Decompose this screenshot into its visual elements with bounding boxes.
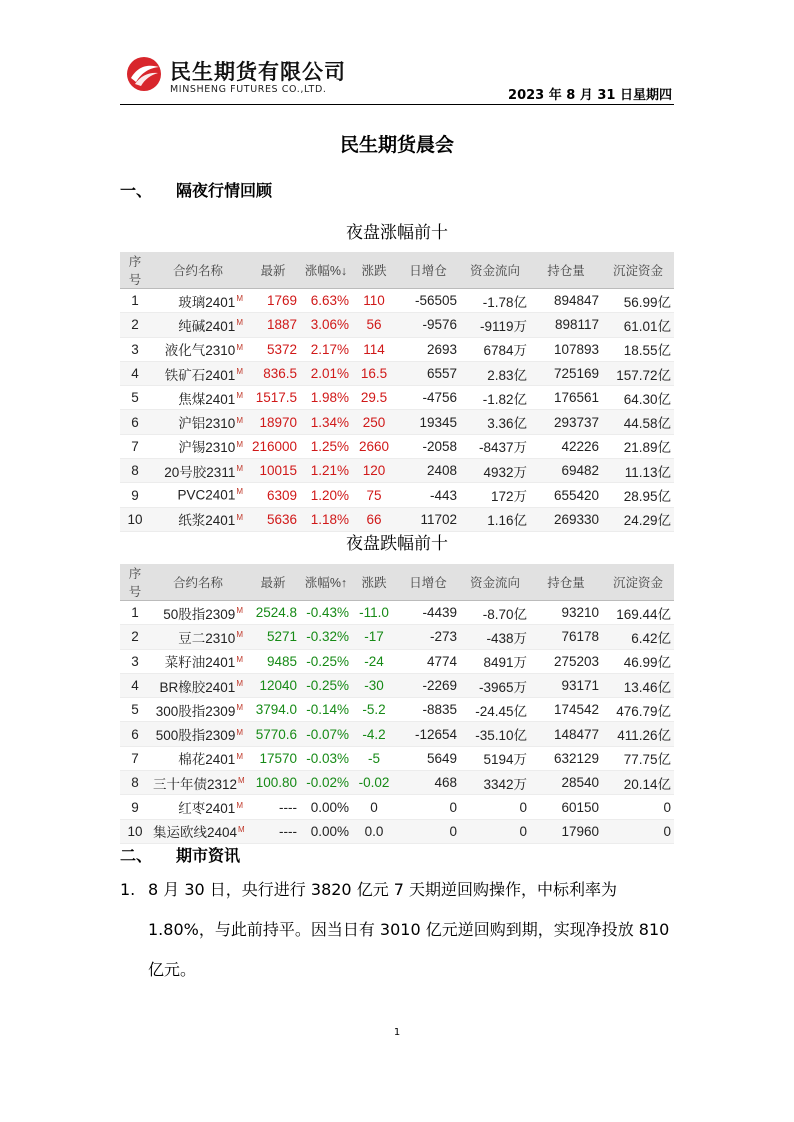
cell-contract <box>150 673 246 697</box>
table-row <box>120 795 674 819</box>
cell-money-flow: 8491万 <box>460 649 530 673</box>
section-heading-news <box>120 843 240 866</box>
main-contract-marker: M <box>236 800 243 810</box>
col-header-contract: 合约名称 <box>150 252 246 289</box>
contract-name: 棉花2401 <box>178 752 236 768</box>
cell-open-interest: 894847 <box>530 289 602 313</box>
page-title: 民生期货晨会 <box>339 134 454 156</box>
page-number: 1 <box>393 1027 401 1038</box>
cell-contract <box>150 313 246 337</box>
cell-change-pct: 1.20% <box>300 483 352 507</box>
contract-name: 纯碱2401 <box>178 318 236 334</box>
cell-rank: 2 <box>120 625 150 649</box>
cell-money-flow: -9119万 <box>460 313 530 337</box>
cell-open-interest: 655420 <box>530 483 602 507</box>
cell-rank: 3 <box>120 337 150 361</box>
cell-settled-funds: 56.99亿 <box>602 289 674 313</box>
col-header-change-pct: 涨幅%↓ <box>300 252 352 289</box>
main-contract-marker: M <box>236 439 243 449</box>
section-heading-review <box>120 178 272 201</box>
cell-open-interest: 93210 <box>530 601 602 625</box>
cell-last: 836.5 <box>246 361 300 385</box>
cell-rank: 1 <box>120 601 150 625</box>
main-contract-marker: M <box>236 630 243 640</box>
cell-open-interest: 275203 <box>530 649 602 673</box>
table-row <box>120 673 674 697</box>
cell-settled-funds: 11.13亿 <box>602 459 674 483</box>
main-contract-marker: M <box>236 487 243 497</box>
cell-oi-change: -273 <box>396 625 460 649</box>
cell-money-flow: 6784万 <box>460 337 530 361</box>
cell-change: -5 <box>352 746 396 770</box>
table-header-row <box>120 564 674 601</box>
cell-contract <box>150 386 246 410</box>
cell-change: 16.5 <box>352 361 396 385</box>
cell-last: 1887 <box>246 313 300 337</box>
cell-open-interest: 898117 <box>530 313 602 337</box>
cell-settled-funds: 20.14亿 <box>602 771 674 795</box>
col-header-settled-funds: 沉淀资金 <box>602 252 674 289</box>
cell-open-interest: 28540 <box>530 771 602 795</box>
col-header-rank: 序号 <box>120 564 150 601</box>
table-row <box>120 771 674 795</box>
contract-name: 沪铝2310 <box>178 416 236 432</box>
cell-change-pct: -0.25% <box>300 673 352 697</box>
cell-change: -17 <box>352 625 396 649</box>
cell-change-pct: 1.25% <box>300 434 352 458</box>
cell-change: 114 <box>352 337 396 361</box>
cell-rank: 3 <box>120 649 150 673</box>
cell-money-flow: 3.36亿 <box>460 410 530 434</box>
cell-contract <box>150 698 246 722</box>
contract-name: 300股指2309 <box>155 703 236 719</box>
contract-name: 500股指2309 <box>155 728 236 744</box>
cell-oi-change: -56505 <box>396 289 460 313</box>
table-row <box>120 601 674 625</box>
col-header-money-flow: 资金流向 <box>460 252 530 289</box>
cell-settled-funds: 13.46亿 <box>602 673 674 697</box>
cell-rank: 2 <box>120 313 150 337</box>
cell-oi-change: -2058 <box>396 434 460 458</box>
cell-settled-funds: 64.30亿 <box>602 386 674 410</box>
main-contract-marker: M <box>236 318 243 328</box>
col-header-last: 最新 <box>246 252 300 289</box>
cell-open-interest: 69482 <box>530 459 602 483</box>
contract-name: 20号胶2311 <box>164 464 236 480</box>
cell-rank: 6 <box>120 410 150 434</box>
table-row <box>120 625 674 649</box>
col-header-contract: 合约名称 <box>150 564 246 601</box>
contract-name: 集运欧线2404 <box>153 825 238 841</box>
main-contract-marker: M <box>236 703 243 713</box>
cell-contract <box>150 459 246 483</box>
table-row <box>120 722 674 746</box>
cell-oi-change: 2693 <box>396 337 460 361</box>
cell-oi-change: -4439 <box>396 601 460 625</box>
section-number: 二、 <box>120 846 153 865</box>
cell-open-interest: 107893 <box>530 337 602 361</box>
cell-oi-change: -8835 <box>396 698 460 722</box>
cell-change: -11.0 <box>352 601 396 625</box>
news-text: 8 月 30 日，央行进行 3820 亿元 7 天期逆回购操作，中标利率为 1.80%，与此前持平。因当日有 3010 亿元逆回购到期，实现净投放 810 亿元。 <box>148 880 670 979</box>
cell-last: 2524.8 <box>246 601 300 625</box>
main-contract-marker: M <box>236 606 243 616</box>
cell-oi-change: 4774 <box>396 649 460 673</box>
contract-name: PVC2401 <box>177 487 236 503</box>
night-gainers-table <box>120 252 674 532</box>
contract-name: 铁矿石2401 <box>164 367 236 383</box>
cell-change: 29.5 <box>352 386 396 410</box>
cell-contract <box>150 601 246 625</box>
cell-change-pct: 2.01% <box>300 361 352 385</box>
night-losers-table <box>120 564 674 844</box>
cell-change: -5.2 <box>352 698 396 722</box>
table-row <box>120 507 674 531</box>
cell-rank: 5 <box>120 698 150 722</box>
cell-settled-funds: 77.75亿 <box>602 746 674 770</box>
cell-money-flow: 0 <box>460 795 530 819</box>
cell-contract <box>150 361 246 385</box>
cell-change-pct: 6.63% <box>300 289 352 313</box>
cell-open-interest: 17960 <box>530 819 602 843</box>
cell-change-pct: -0.02% <box>300 771 352 795</box>
cell-settled-funds: 28.95亿 <box>602 483 674 507</box>
cell-last: 6309 <box>246 483 300 507</box>
cell-change-pct: 2.17% <box>300 337 352 361</box>
cell-change: -30 <box>352 673 396 697</box>
section-title: 期市资讯 <box>176 846 241 865</box>
cell-rank: 9 <box>120 795 150 819</box>
table-row <box>120 313 674 337</box>
cell-contract <box>150 410 246 434</box>
cell-money-flow: 4932万 <box>460 459 530 483</box>
gainers-caption: 夜盘涨幅前十 <box>346 223 448 243</box>
cell-last: 10015 <box>246 459 300 483</box>
cell-contract <box>150 722 246 746</box>
cell-contract <box>150 434 246 458</box>
cell-rank: 5 <box>120 386 150 410</box>
cell-change-pct: 1.18% <box>300 507 352 531</box>
contract-name: 焦煤2401 <box>178 391 236 407</box>
cell-contract <box>150 507 246 531</box>
cell-settled-funds: 24.29亿 <box>602 507 674 531</box>
cell-change-pct: 1.34% <box>300 410 352 434</box>
contract-name: BR橡胶2401 <box>159 679 236 695</box>
cell-settled-funds: 157.72亿 <box>602 361 674 385</box>
cell-open-interest: 76178 <box>530 625 602 649</box>
cell-settled-funds: 44.58亿 <box>602 410 674 434</box>
cell-oi-change: 5649 <box>396 746 460 770</box>
cell-money-flow: 172万 <box>460 483 530 507</box>
cell-oi-change: -9576 <box>396 313 460 337</box>
cell-oi-change: -2269 <box>396 673 460 697</box>
table-row <box>120 746 674 770</box>
cell-oi-change: 0 <box>396 819 460 843</box>
cell-last: 3794.0 <box>246 698 300 722</box>
cell-change: 250 <box>352 410 396 434</box>
cell-money-flow: 2.83亿 <box>460 361 530 385</box>
cell-money-flow: -24.45亿 <box>460 698 530 722</box>
cell-last: 17570 <box>246 746 300 770</box>
cell-change: 0.0 <box>352 819 396 843</box>
cell-money-flow: 0 <box>460 819 530 843</box>
cell-change: 120 <box>352 459 396 483</box>
cell-last: ---- <box>246 819 300 843</box>
contract-name: 纸浆2401 <box>178 513 236 529</box>
main-contract-marker: M <box>238 824 245 834</box>
cell-change: -0.02 <box>352 771 396 795</box>
contract-name: 液化气2310 <box>164 343 236 359</box>
cell-oi-change: -443 <box>396 483 460 507</box>
cell-open-interest: 93171 <box>530 673 602 697</box>
cell-rank: 7 <box>120 434 150 458</box>
cell-last: 1769 <box>246 289 300 313</box>
table-row <box>120 434 674 458</box>
main-contract-marker: M <box>236 342 243 352</box>
section-number: 一、 <box>120 181 153 200</box>
cell-rank: 4 <box>120 361 150 385</box>
main-contract-marker: M <box>236 367 243 377</box>
main-contract-marker: M <box>236 512 243 522</box>
cell-last: 216000 <box>246 434 300 458</box>
main-contract-marker: M <box>236 751 243 761</box>
cell-change-pct: -0.32% <box>300 625 352 649</box>
cell-rank: 7 <box>120 746 150 770</box>
cell-settled-funds: 0 <box>602 795 674 819</box>
cell-rank: 8 <box>120 771 150 795</box>
table-row <box>120 459 674 483</box>
table-row <box>120 649 674 673</box>
cell-money-flow: -35.10亿 <box>460 722 530 746</box>
cell-change: -24 <box>352 649 396 673</box>
table-row <box>120 337 674 361</box>
cell-change-pct: 1.21% <box>300 459 352 483</box>
main-contract-marker: M <box>236 679 243 689</box>
main-contract-marker: M <box>236 464 243 474</box>
cell-oi-change: -4756 <box>396 386 460 410</box>
cell-settled-funds: 476.79亿 <box>602 698 674 722</box>
cell-settled-funds: 21.89亿 <box>602 434 674 458</box>
brand-name-en: MINSHENG FUTURES CO.,LTD. <box>170 84 327 95</box>
cell-last: 18970 <box>246 410 300 434</box>
col-header-oi-change: 日增仓 <box>396 564 460 601</box>
cell-contract <box>150 483 246 507</box>
main-contract-marker: M <box>236 654 243 664</box>
cell-change-pct: -0.25% <box>300 649 352 673</box>
cell-change: 2660 <box>352 434 396 458</box>
cell-contract <box>150 746 246 770</box>
cell-money-flow: -1.82亿 <box>460 386 530 410</box>
cell-settled-funds: 0 <box>602 819 674 843</box>
cell-money-flow: 3342万 <box>460 771 530 795</box>
cell-last: 5372 <box>246 337 300 361</box>
cell-contract <box>150 289 246 313</box>
news-item <box>120 870 674 990</box>
main-contract-marker: M <box>238 776 245 786</box>
cell-rank: 10 <box>120 507 150 531</box>
cell-change-pct: 1.98% <box>300 386 352 410</box>
cell-money-flow: -8.70亿 <box>460 601 530 625</box>
cell-change-pct: -0.03% <box>300 746 352 770</box>
col-header-last: 最新 <box>246 564 300 601</box>
cell-change: -4.2 <box>352 722 396 746</box>
cell-rank: 1 <box>120 289 150 313</box>
cell-contract <box>150 819 246 843</box>
contract-name: 红枣2401 <box>178 801 236 817</box>
col-header-open-interest: 持仓量 <box>530 564 602 601</box>
cell-oi-change: 2408 <box>396 459 460 483</box>
cell-rank: 8 <box>120 459 150 483</box>
cell-rank: 10 <box>120 819 150 843</box>
col-header-change: 涨跌 <box>352 564 396 601</box>
contract-name: 豆二2310 <box>178 630 236 646</box>
table-row <box>120 483 674 507</box>
cell-contract <box>150 649 246 673</box>
table-row <box>120 361 674 385</box>
cell-oi-change: 11702 <box>396 507 460 531</box>
table-row <box>120 698 674 722</box>
cell-change: 75 <box>352 483 396 507</box>
table-row <box>120 410 674 434</box>
col-header-rank: 序号 <box>120 252 150 289</box>
cell-open-interest: 293737 <box>530 410 602 434</box>
cell-change: 56 <box>352 313 396 337</box>
cell-money-flow: -438万 <box>460 625 530 649</box>
cell-last: 5770.6 <box>246 722 300 746</box>
cell-last: 5636 <box>246 507 300 531</box>
cell-change-pct: -0.14% <box>300 698 352 722</box>
cell-open-interest: 725169 <box>530 361 602 385</box>
cell-settled-funds: 46.99亿 <box>602 649 674 673</box>
cell-oi-change: -12654 <box>396 722 460 746</box>
cell-change-pct: 3.06% <box>300 313 352 337</box>
cell-money-flow: -8437万 <box>460 434 530 458</box>
table-row <box>120 289 674 313</box>
cell-last: ---- <box>246 795 300 819</box>
main-contract-marker: M <box>236 391 243 401</box>
cell-open-interest: 60150 <box>530 795 602 819</box>
cell-settled-funds: 6.42亿 <box>602 625 674 649</box>
cell-open-interest: 176561 <box>530 386 602 410</box>
cell-settled-funds: 169.44亿 <box>602 601 674 625</box>
col-header-settled-funds: 沉淀资金 <box>602 564 674 601</box>
minsheng-logo-icon <box>126 56 162 92</box>
cell-change-pct: -0.43% <box>300 601 352 625</box>
cell-contract <box>150 625 246 649</box>
table-row <box>120 386 674 410</box>
cell-oi-change: 0 <box>396 795 460 819</box>
brand-name-cn: 民生期货有限公司 <box>170 60 346 84</box>
cell-oi-change: 6557 <box>396 361 460 385</box>
cell-open-interest: 269330 <box>530 507 602 531</box>
cell-last: 9485 <box>246 649 300 673</box>
cell-money-flow: -1.78亿 <box>460 289 530 313</box>
main-contract-marker: M <box>236 294 243 304</box>
cell-last: 5271 <box>246 625 300 649</box>
cell-settled-funds: 411.26亿 <box>602 722 674 746</box>
table-header-row <box>120 252 674 289</box>
col-header-money-flow: 资金流向 <box>460 564 530 601</box>
cell-open-interest: 632129 <box>530 746 602 770</box>
col-header-change-pct: 涨幅%↑ <box>300 564 352 601</box>
cell-money-flow: 1.16亿 <box>460 507 530 531</box>
cell-last: 12040 <box>246 673 300 697</box>
cell-money-flow: -3965万 <box>460 673 530 697</box>
section-title: 隔夜行情回顾 <box>176 181 273 200</box>
table-row <box>120 819 674 843</box>
news-number: 1. <box>120 880 136 899</box>
contract-name: 三十年债2312 <box>153 776 238 792</box>
cell-change-pct: 0.00% <box>300 795 352 819</box>
page-header <box>120 52 674 105</box>
cell-money-flow: 5194万 <box>460 746 530 770</box>
col-header-oi-change: 日增仓 <box>396 252 460 289</box>
cell-contract <box>150 337 246 361</box>
cell-rank: 9 <box>120 483 150 507</box>
contract-name: 沪锡2310 <box>178 440 236 456</box>
losers-caption: 夜盘跌幅前十 <box>346 534 448 554</box>
contract-name: 玻璃2401 <box>178 294 236 310</box>
cell-last: 100.80 <box>246 771 300 795</box>
cell-rank: 4 <box>120 673 150 697</box>
cell-contract <box>150 771 246 795</box>
report-date: 2023 年 8 月 31 日星期四 <box>508 88 672 103</box>
cell-oi-change: 468 <box>396 771 460 795</box>
contract-name: 菜籽油2401 <box>164 655 236 671</box>
cell-change-pct: 0.00% <box>300 819 352 843</box>
col-header-change: 涨跌 <box>352 252 396 289</box>
cell-open-interest: 42226 <box>530 434 602 458</box>
cell-rank: 6 <box>120 722 150 746</box>
col-header-open-interest: 持仓量 <box>530 252 602 289</box>
main-contract-marker: M <box>236 727 243 737</box>
cell-open-interest: 148477 <box>530 722 602 746</box>
cell-contract <box>150 795 246 819</box>
cell-settled-funds: 61.01亿 <box>602 313 674 337</box>
cell-change-pct: -0.07% <box>300 722 352 746</box>
contract-name: 50股指2309 <box>163 606 236 622</box>
main-contract-marker: M <box>236 415 243 425</box>
cell-last: 1517.5 <box>246 386 300 410</box>
cell-change: 0 <box>352 795 396 819</box>
cell-settled-funds: 18.55亿 <box>602 337 674 361</box>
cell-open-interest: 174542 <box>530 698 602 722</box>
cell-change: 110 <box>352 289 396 313</box>
cell-change: 66 <box>352 507 396 531</box>
cell-oi-change: 19345 <box>396 410 460 434</box>
